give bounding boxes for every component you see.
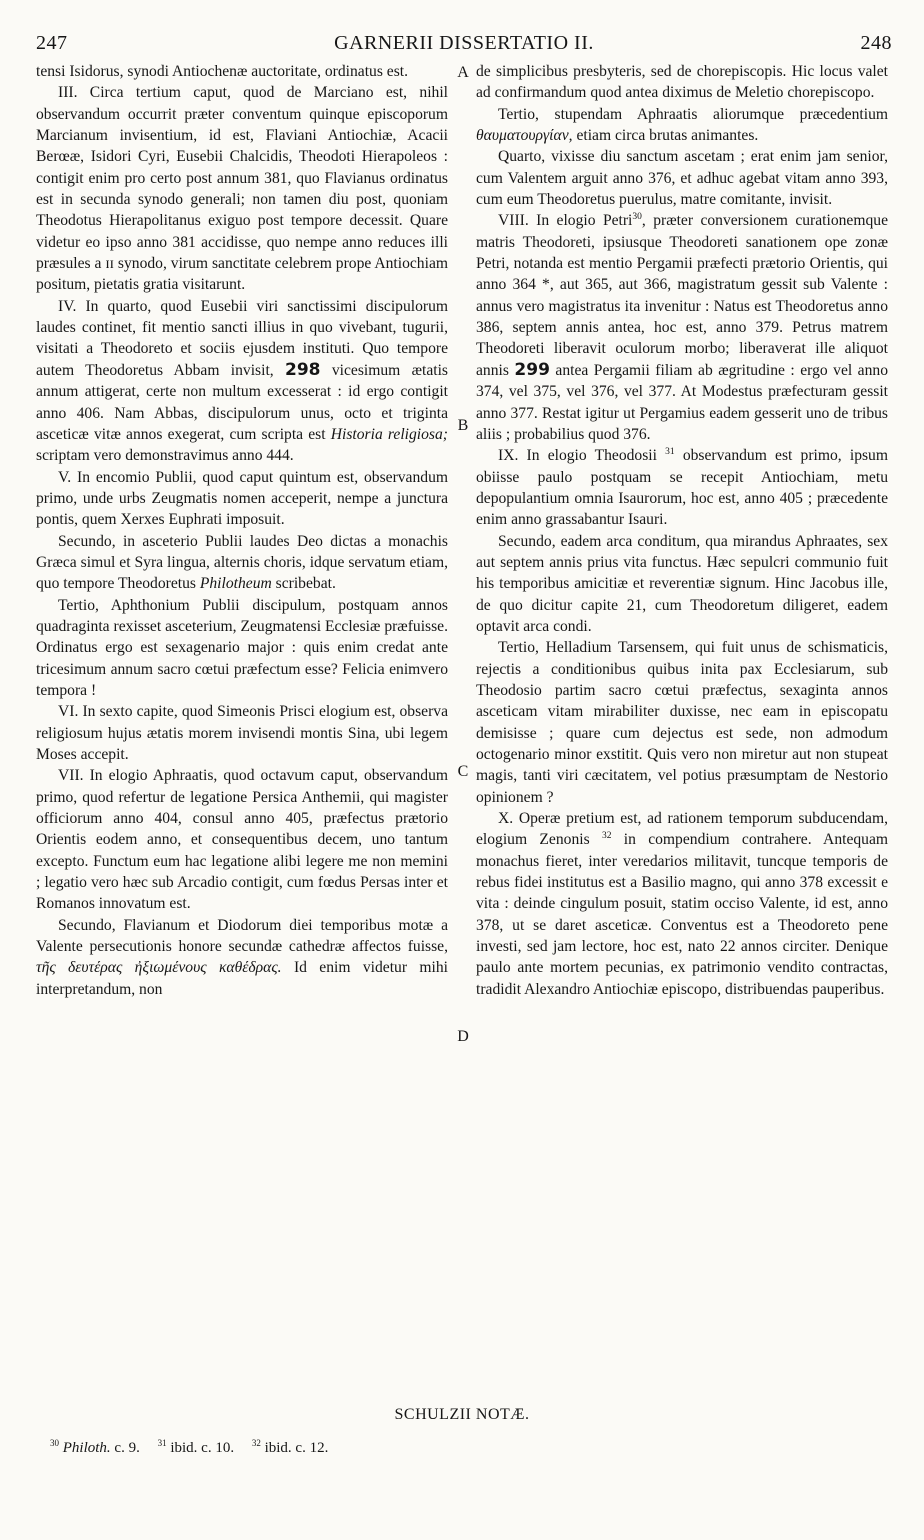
paragraph-text: Secundo, Flavianum et Diodorum diei temporibus motæ a Valente persecutionis honore secundæ cathedræ affectos fuisse,: [36, 916, 448, 956]
paragraph-text: scribebat.: [275, 575, 336, 593]
left-column: [36, 61, 448, 1000]
footnote: [158, 1440, 235, 1456]
footnote: [50, 1440, 140, 1456]
paragraph-text: Secundo, in asceterio Publii laudes Deo dictas a monachis Græca simul et Syra lingua, alternis choris, idque servatum etiam, quo tempore Theodoretus: [36, 532, 448, 593]
paragraph-text: antea Pergamii filiam ab ægritudine : ergo vel anno 374, vel 375, vel 376, vel 377. At Modestus præfecturam gessit anno 377. Restat igitur ut Pergamius eadem gesserit uno de tribus aliis ; probabilius quod 376.: [476, 361, 888, 443]
paragraph: [476, 445, 888, 530]
notes-title: SCHULZII NOTÆ.: [394, 1406, 530, 1423]
right-column: [476, 61, 888, 1000]
running-title: GARNERII DISSERTATIO II.: [334, 32, 594, 54]
paragraph: [476, 210, 888, 445]
paragraph-text: Tertio, stupendam Aphraatis aliorumque præcedentium: [498, 105, 888, 123]
footnote-number: 32: [251, 1438, 261, 1448]
paragraph-text: X. Operæ pretium est, ad rationem temporum subducendam, elogium Zenonis: [476, 810, 888, 849]
page-header: [36, 32, 892, 62]
paragraph: Secundo, eadem arca conditum, qua mirandus Aphraates, sex aut septem annis prius vita functus. Hæc sepulcri communio fuit his temporibus amicitiæ et reverentiæ signum. Hinc Jacobus ille, de quo dicitur capite 21, cum Theodoretum diligeret, eadem optavit arca condi.: [476, 532, 888, 635]
margin-letter-a: A: [457, 64, 469, 81]
footnote-number: 31: [157, 1438, 167, 1448]
footnote-ref-31: 31: [665, 447, 675, 458]
paragraph: tensi Isidorus, synodi Antiochenæ auctoritate, ordinatus est.: [36, 63, 409, 80]
paragraph: Tertio, Aphthonium Publii discipulum, postquam annos quadraginta rexisset asceterium, Zeugmatensi Ecclesiæ præfuisse. Ordinatus ergo est sexagenario major : quis enim credat ante tricesimum annum sacro cœtui præfectum esse? Felicia enimvero tempora !: [36, 596, 448, 699]
paragraph: VII. In elogio Aphraatis, quod octavum caput, observandum primo, quod refertur de legatione Persica Anthemii, qui magister officiorum anno 404, consul anno 405, præfectus prætorio Orientis eodem anno, et consequentibus decem, uno tantum excepto. Functum eum hac legatione alibi legere me non memini ; legatio vero hæc sub Arcadio contigit, cum fœdus Persas inter et Romanos innovatum est.: [36, 767, 448, 913]
paragraph-text: scriptam vero demonstravimus anno 444.: [36, 447, 294, 465]
margin-letter-d: D: [457, 1028, 469, 1045]
paragraph-text: in compendium contrahere. Antequam monachus fieret, inter veredarios militavit, tuncque temporis de rebus fidei institutus est a Basilio magno, qui anno 378 excessit e vita : deinde cingulum posuit, statim occiso Valente, id est, anno 378, ut se daret asceticæ. Conventus est a Theodoreto pene investi, sed jam lectore, hoc est, nato 22 annos circiter. Denique paulo ante mortem pecunias, ex patrimonio vendito contractas, tradidit Alexandro Antiochiæ episcopo, distribuendas pauperibus.: [476, 831, 889, 998]
margin-letter-b: B: [457, 417, 469, 434]
italic-title: Historia religiosa;: [330, 425, 448, 443]
paragraph-text: Id enim videtur mihi interpretandum, non: [36, 959, 448, 998]
greek-quote: τῆς δευτέρας ἠξιωμένους καθέδρας.: [36, 959, 282, 977]
footnote-text: ibid. c. 10.: [170, 1440, 235, 1456]
paragraph: V. In encomio Publii, quod caput quintum est, observandum primo, unde urbs Zeugmatis nomen acceperit, nempe a junctura pontis, quem Xerxes Euphrati imposuit.: [36, 468, 448, 529]
page-number-left: 247: [36, 32, 68, 54]
edition-column-number: 298: [285, 359, 321, 380]
footnote-ref-32: 32: [601, 831, 612, 842]
greek-word: θαυματουργίαν,: [476, 127, 573, 145]
footnote-text: ibid. c. 12.: [264, 1440, 329, 1456]
paragraph: Tertio, Helladium Tarsensem, qui fuit unus de schismaticis, rejectis a conditionibus quibus inita pax Ecclesiarum, sub Theodosio partim sacro cœtui præfectus, sexaginta annos asceticam vitam mirabiliter duxisse, nec eam in episcopatu demisisse ; quare cum dejectus est sede, non admodum octogenario minor exstitit. Quis vero non miretur aut non stupeat magis, tanti viri cæcitatem, vel potius præsumptam de Nestorio opinionem ?: [476, 639, 888, 806]
edition-column-number: 299: [514, 359, 550, 380]
footnote-text: c. 9.: [114, 1440, 140, 1456]
paragraph: Quarto, vixisse diu sanctum ascetam ; erat enim jam senior, cum Valentem arguit anno 376, et adhuc agebat vitam anno 393, cum eum Theodoretus puerulus, matre comitante, invisit.: [476, 148, 888, 209]
paragraph-text: observandum est primo, ipsum obiisse paulo postquam se recepit Antiochiam, metu depopulantium omnia Isaurorum, hoc est, anno 405 ; præcedente enim anno grassabantur Isauri.: [476, 447, 888, 529]
paragraph: III. Circa tertium caput, quod de Marciano est, nihil observandum occurrit præter conventum quinque episcoporum Marcianum invisentium, id est, Flaviani Antiochiæ, Acacii Berœæ, Isidori Cyri, Eusebii Chalcidis, Theodoti Hierapoleos : contigit enim pro certo post annum 381, quo Flavianus ordinatus est in secunda synodo generali; non tamen diu post, quoniam Theodotus Hierapolitanus exiguo post tempore decessit. Quare videtur eo ipso anno 381 accidisse, quo nempe anno reduces illi præsules a ɪɪ synodo, virum sanctitate celebrem prope Antiochiam positum, pietatis gratia visitarunt.: [36, 84, 448, 294]
paragraph: [36, 296, 448, 467]
italic-title: Philotheum: [199, 575, 272, 593]
paragraph-text: IX. In elogio Theodosii: [498, 447, 657, 465]
paragraph-text: , præter conversionem curationemque matris Theodoreti, ipsiusque Theodoreti sanationem ope zonæ Petri, notanda est mentio Pergamii præfecti prætorio Orientis, qui anno 364 *, aut 365, aut 366, magistratum gessit sub Valente : annus vero magistratus ita invenitur : Natus est Theodoretus anno 386, septem annis antea, hoc est, anno 379. Petrus matrem Theodoreti liberavit oculorum morbo; liberaverat ille aliquot annis: [476, 212, 888, 379]
footnote-ref-30: 30: [632, 212, 642, 223]
paragraph: [36, 531, 448, 595]
footnote: [252, 1440, 329, 1456]
paragraph: VI. In sexto capite, quod Simeonis Prisci elogium est, observa religiosum hujus ætatis morem invisendi montis Sina, ubi legem Moses accepit.: [36, 703, 448, 763]
footnotes: [50, 1440, 870, 1457]
footnote-source: Philoth.: [62, 1440, 111, 1456]
paragraph: [476, 808, 888, 1000]
paragraph-text: VIII. In elogio Petri: [498, 212, 633, 230]
margin-letter-c: C: [457, 763, 469, 780]
paragraph: [476, 104, 888, 147]
paragraph: [36, 915, 448, 1000]
paragraph-text: vicesimum ætatis annum attigerat, certe non multum excesserat : id ergo contigit anno 406. Nam Abbas, discipulorum unus, octo et triginta asceticæ vitæ annos exegerat, cum scripta est: [36, 361, 448, 443]
footnote-number: 30: [50, 1438, 59, 1448]
paragraph-text: IV. In quarto, quod Eusebii viri sanctissimi discipulorum laudes continet, fit mentio sancti illius in quo vivebant, tugurii, visitati a Theodoreto et sociis ejusdem instituti. Quo tempore autem Theodoretus Abbam invisit,: [36, 297, 448, 379]
page-number-right: 248: [860, 32, 892, 54]
paragraph-text: etiam circa brutas animantes.: [576, 127, 759, 145]
paragraph: de simplicibus presbyteris, sed de chorepiscopis. Hic locus valet ad confirmandum quod antea diximus de Meletio chorepiscopo.: [476, 63, 888, 102]
